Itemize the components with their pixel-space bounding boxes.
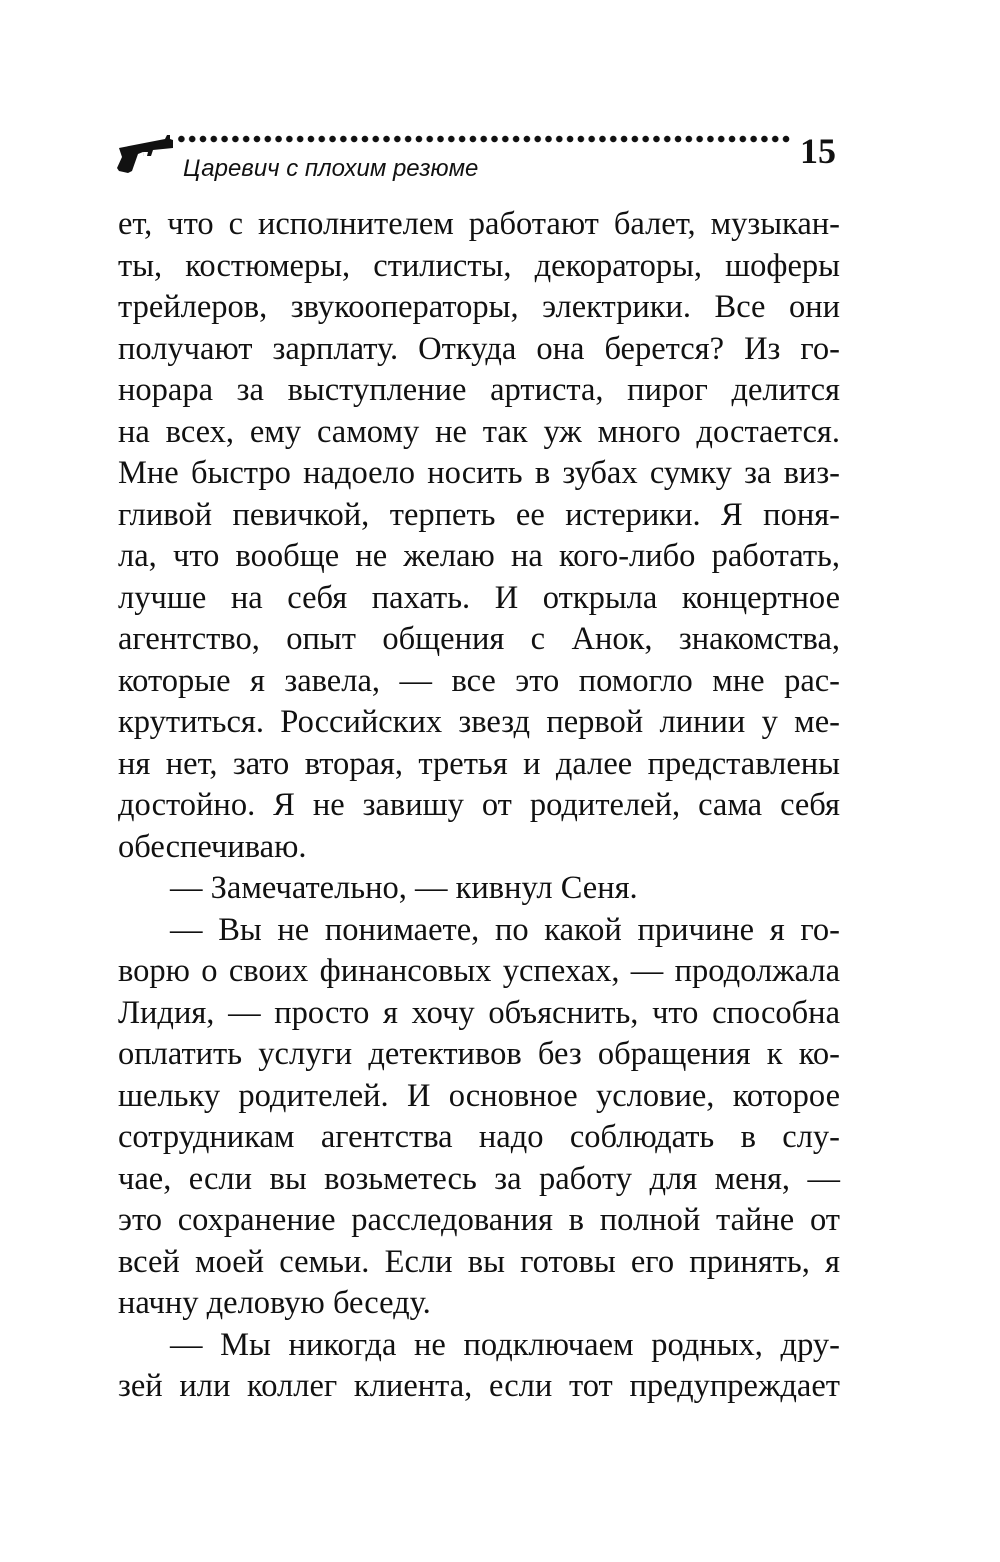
text-line: Лидия, — просто я хочу объяснить, что способна [118, 994, 840, 1031]
text-line: — Мы никогда не подключаем родных, дру- [170, 1326, 840, 1363]
text-line: достойно. Я не завишу от родителей, сама себя [118, 787, 840, 823]
text-line: сотрудникам агентства надо соблюдать в слу- [118, 1119, 840, 1155]
text-line: ня нет, зато вторая, третья и далее представлены [118, 745, 840, 782]
text-line: норара за выступление артиста, пирог делится [118, 372, 840, 408]
text-line: зей или коллег клиента, если тот предупреждает [118, 1368, 840, 1404]
text-line: чае, если вы возьметесь за работу для меня, — [118, 1160, 840, 1197]
running-title: Царевич с плохим резюме [183, 155, 479, 182]
text-line: начну деловую беседу. [118, 1285, 431, 1321]
header-dotted-rule [176, 133, 790, 145]
text-line: ла, что вообще не желаю на кого-либо работать, [118, 538, 840, 574]
text-line: агентство, опыт общения с Анок, знакомства, [118, 621, 840, 657]
revolver-icon [117, 135, 173, 175]
text-line: Мне быстро надоело носить в зубах сумку за виз- [118, 455, 840, 491]
text-line: ет, что с исполнителем работают балет, музыкан- [118, 206, 840, 242]
text-line: лучше на себя пахать. И открыла концертное [118, 579, 840, 616]
body-text [118, 204, 840, 1408]
text-line: трейлеров, звукооператоры, электрики. Все они [118, 289, 840, 325]
text-line: — Замечательно, — кивнул Сеня. [170, 870, 638, 906]
text-line: шельку родителей. И основное условие, которое [118, 1077, 840, 1114]
text-line: — Вы не понимаете, по какой причине я го- [170, 911, 840, 948]
text-line: это сохранение расследования в полной тайне от [118, 1202, 840, 1238]
text-line: гливой певичкой, терпеть ее истерики. Я поня- [118, 496, 840, 533]
page-number: 15 [800, 131, 836, 171]
text-line: всей моей семьи. Если вы готовы его принять, я [118, 1243, 840, 1280]
text-line: оплатить услуги детективов без обращения к ко- [118, 1036, 840, 1072]
text-line: крутиться. Российских звезд первой линии у ме- [118, 704, 840, 740]
text-line: ты, костюмеры, стилисты, декораторы, шоферы [118, 247, 840, 284]
text-line: обеспечиваю. [118, 828, 307, 865]
text-line: ворю о своих финансовых успехах, — продолжала [118, 953, 840, 989]
text-line: получают зарплату. Откуда она берется? Из го- [118, 330, 840, 367]
text-line: на всех, ему самому не так уж много достается. [118, 413, 840, 450]
text-line: которые я завела, — все это помогло мне рас- [118, 662, 840, 699]
